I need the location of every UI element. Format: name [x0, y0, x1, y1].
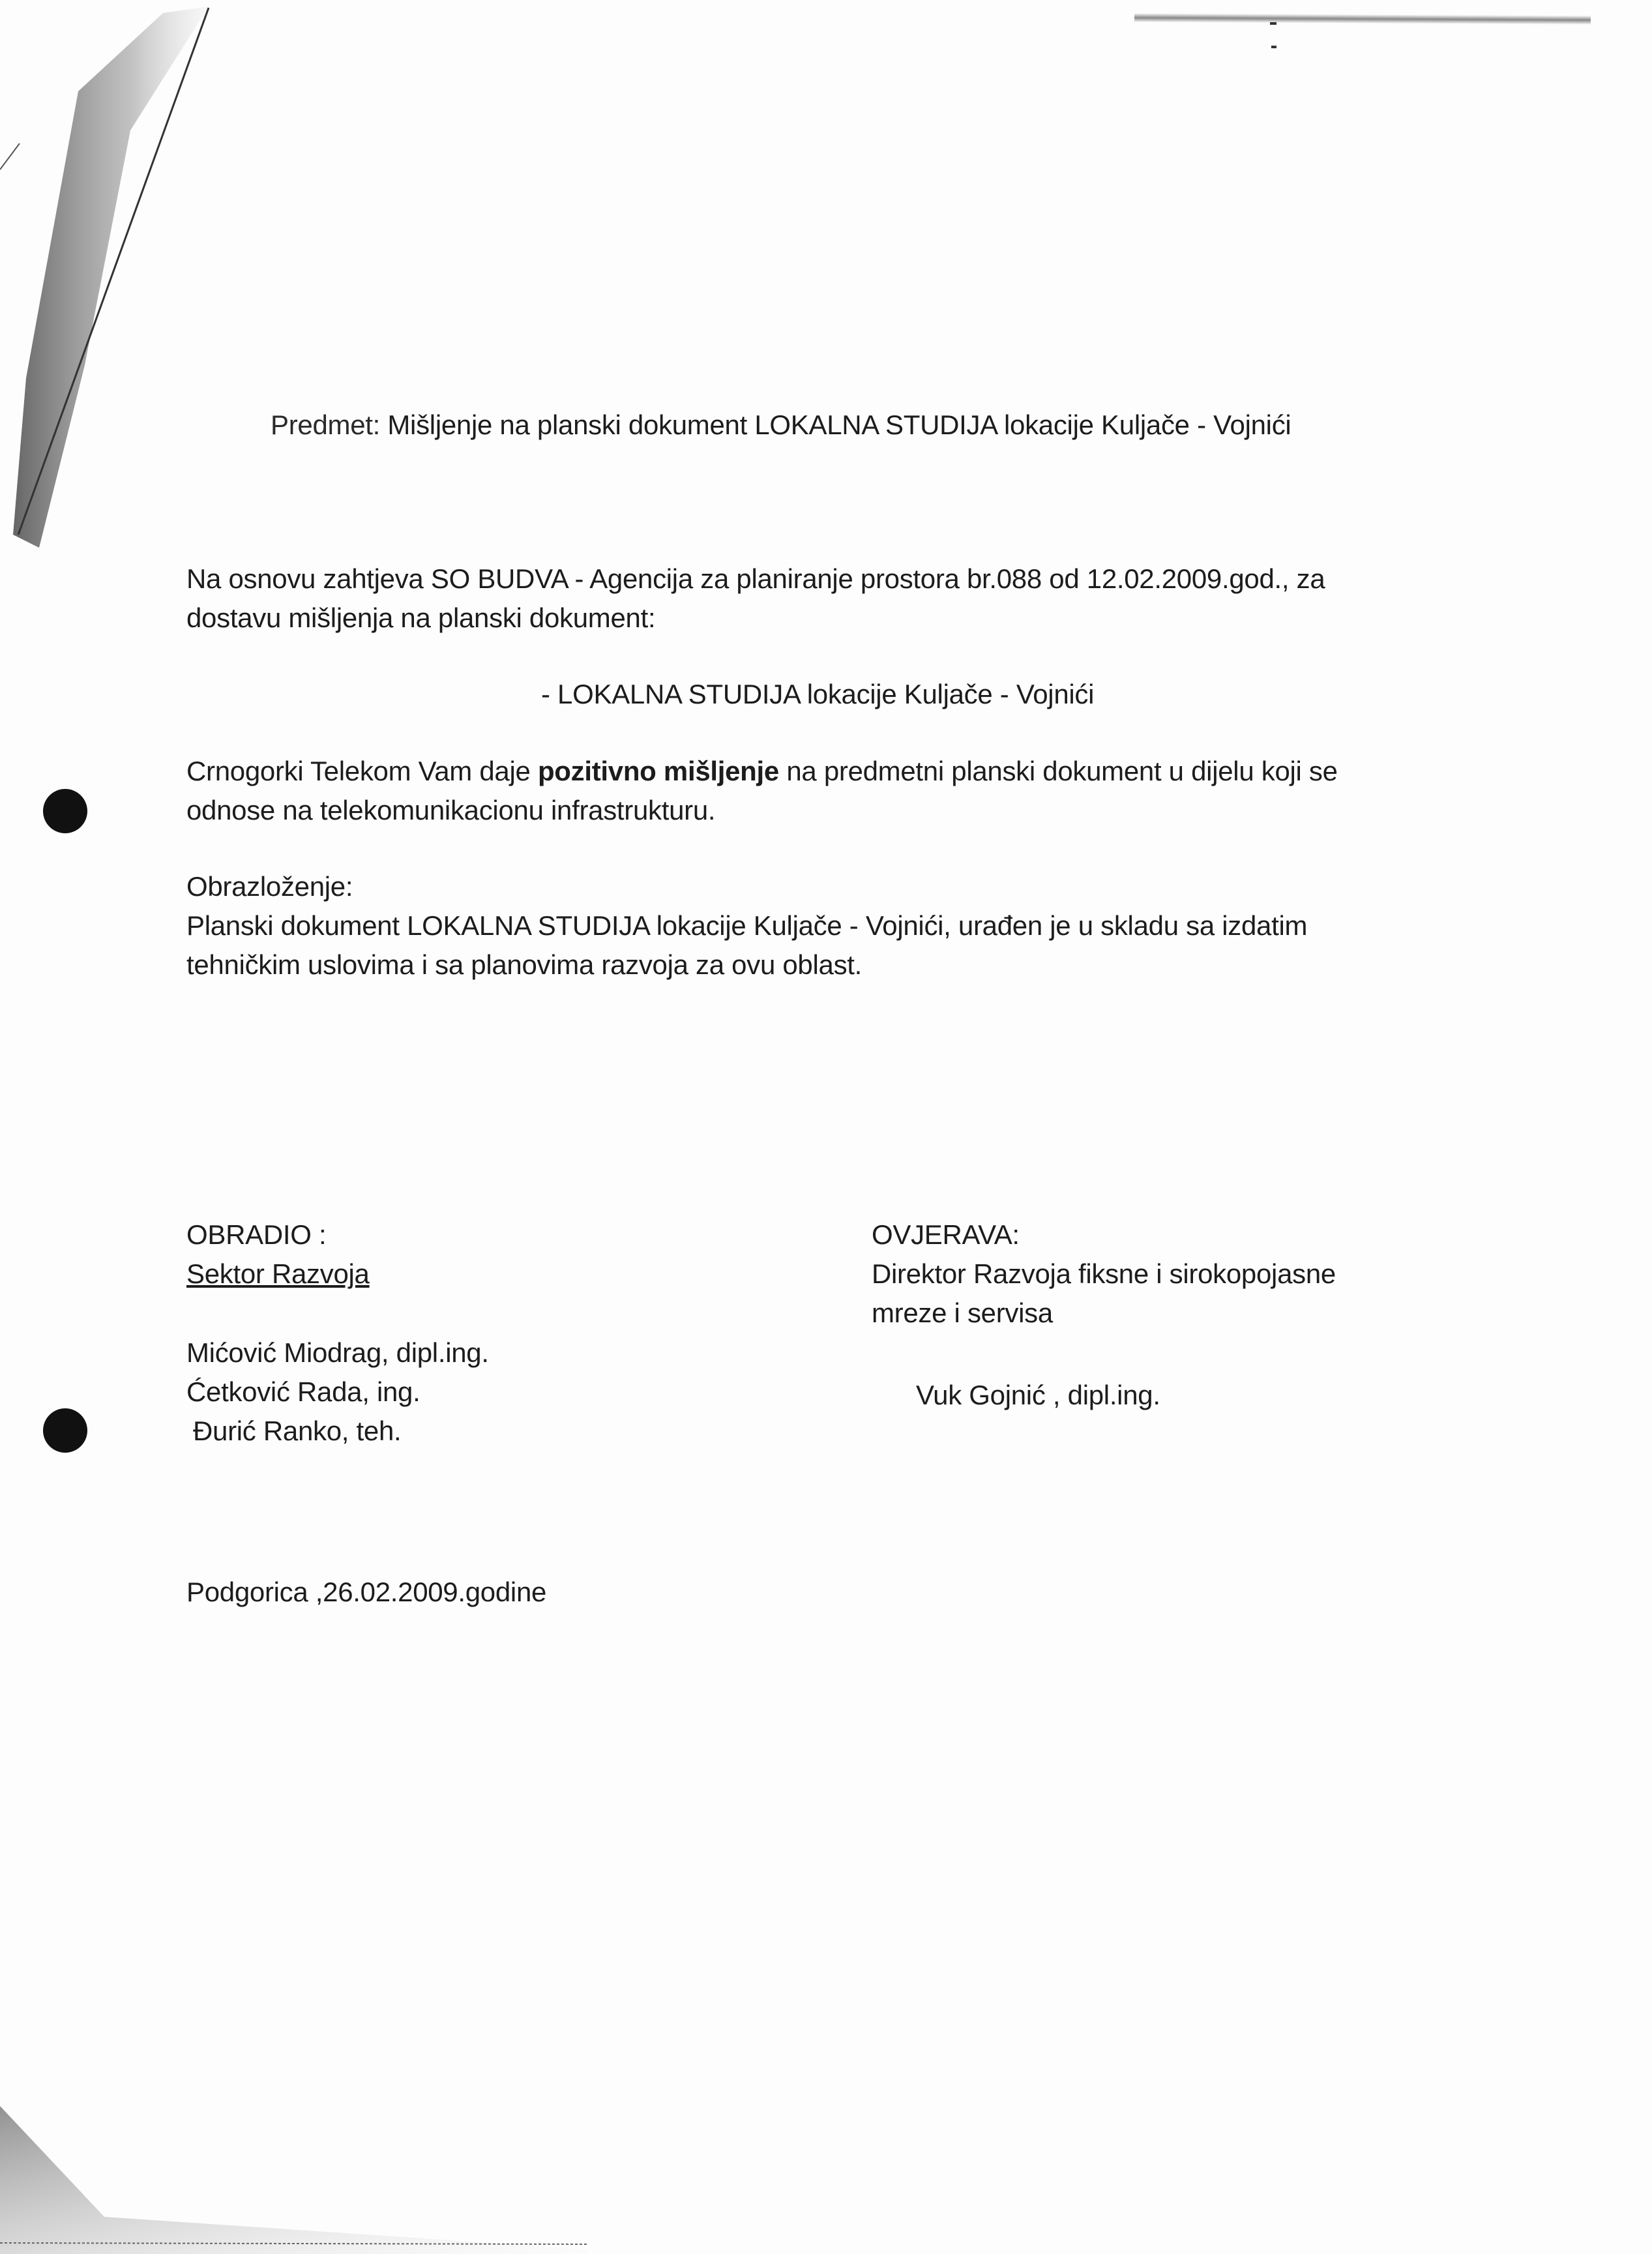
punch-hole: [43, 1408, 87, 1453]
paragraph-opinion-line1: [186, 752, 1338, 791]
subject-line: [271, 406, 1291, 445]
scan-mark: [1270, 22, 1276, 25]
prepared-by-department: Sektor Razvoja: [186, 1258, 370, 1289]
scan-edge-top: [1134, 13, 1591, 25]
subject-label: Predmet:: [271, 409, 380, 440]
scan-mark: [1271, 46, 1276, 48]
opinion-positive: pozitivno mišljenje: [537, 756, 779, 786]
scan-shadow-strip: [0, 0, 222, 561]
opinion-text-a: Crnogorki Telekom Vam daje: [186, 756, 538, 786]
paragraph-opinion-line2: odnose na telekomunikacionu infrastrukturu.: [186, 795, 716, 825]
paragraph-request-line2: dostavu mišljenja na planski dokument:: [186, 602, 656, 633]
prepared-by-heading: OBRADIO :: [186, 1219, 327, 1250]
prepared-by-name: Ćetković Rada, ing.: [186, 1376, 420, 1407]
punch-hole: [43, 789, 87, 833]
certified-by-title-line1: Direktor Razvoja fiksne i sirokopojasne: [872, 1258, 1336, 1289]
opinion-text-b: na predmetni planski dokument u dijelu koji se: [778, 756, 1338, 786]
certified-by-title-line2: mreze i servisa: [872, 1298, 1053, 1328]
place-and-date: Podgorica ,26.02.2009.godine: [186, 1577, 547, 1607]
explanation-line2: tehničkim uslovima i sa planovima razvoja za ovu oblast.: [186, 949, 863, 980]
explanation-title: Obrazloženje:: [186, 871, 353, 902]
certified-by-heading: OVJERAVA:: [872, 1219, 1020, 1250]
explanation-line1: Planski dokument LOKALNA STUDIJA lokacije Kuljače - Vojnići, urađen je u skladu sa izdatim: [186, 910, 1308, 941]
prepared-by-name: Đurić Ranko, teh.: [193, 1416, 402, 1446]
scan-shadow-bottom: [0, 2054, 587, 2254]
subject-text: Mišljenje na planski dokument LOKALNA STUDIJA lokacije Kuljače - Vojnići: [387, 409, 1291, 440]
prepared-by-name: Mićović Miodrag, dipl.ing.: [186, 1337, 489, 1368]
certified-by-name: Vuk Gojnić , dipl.ing.: [916, 1380, 1160, 1410]
paragraph-request-line1: Na osnovu zahtjeva SO BUDVA - Agencija za planiranje prostora br.088 od 12.02.2009.god., za: [186, 563, 1325, 594]
document-item: - LOKALNA STUDIJA lokacije Kuljače - Vojnići: [541, 679, 1095, 709]
